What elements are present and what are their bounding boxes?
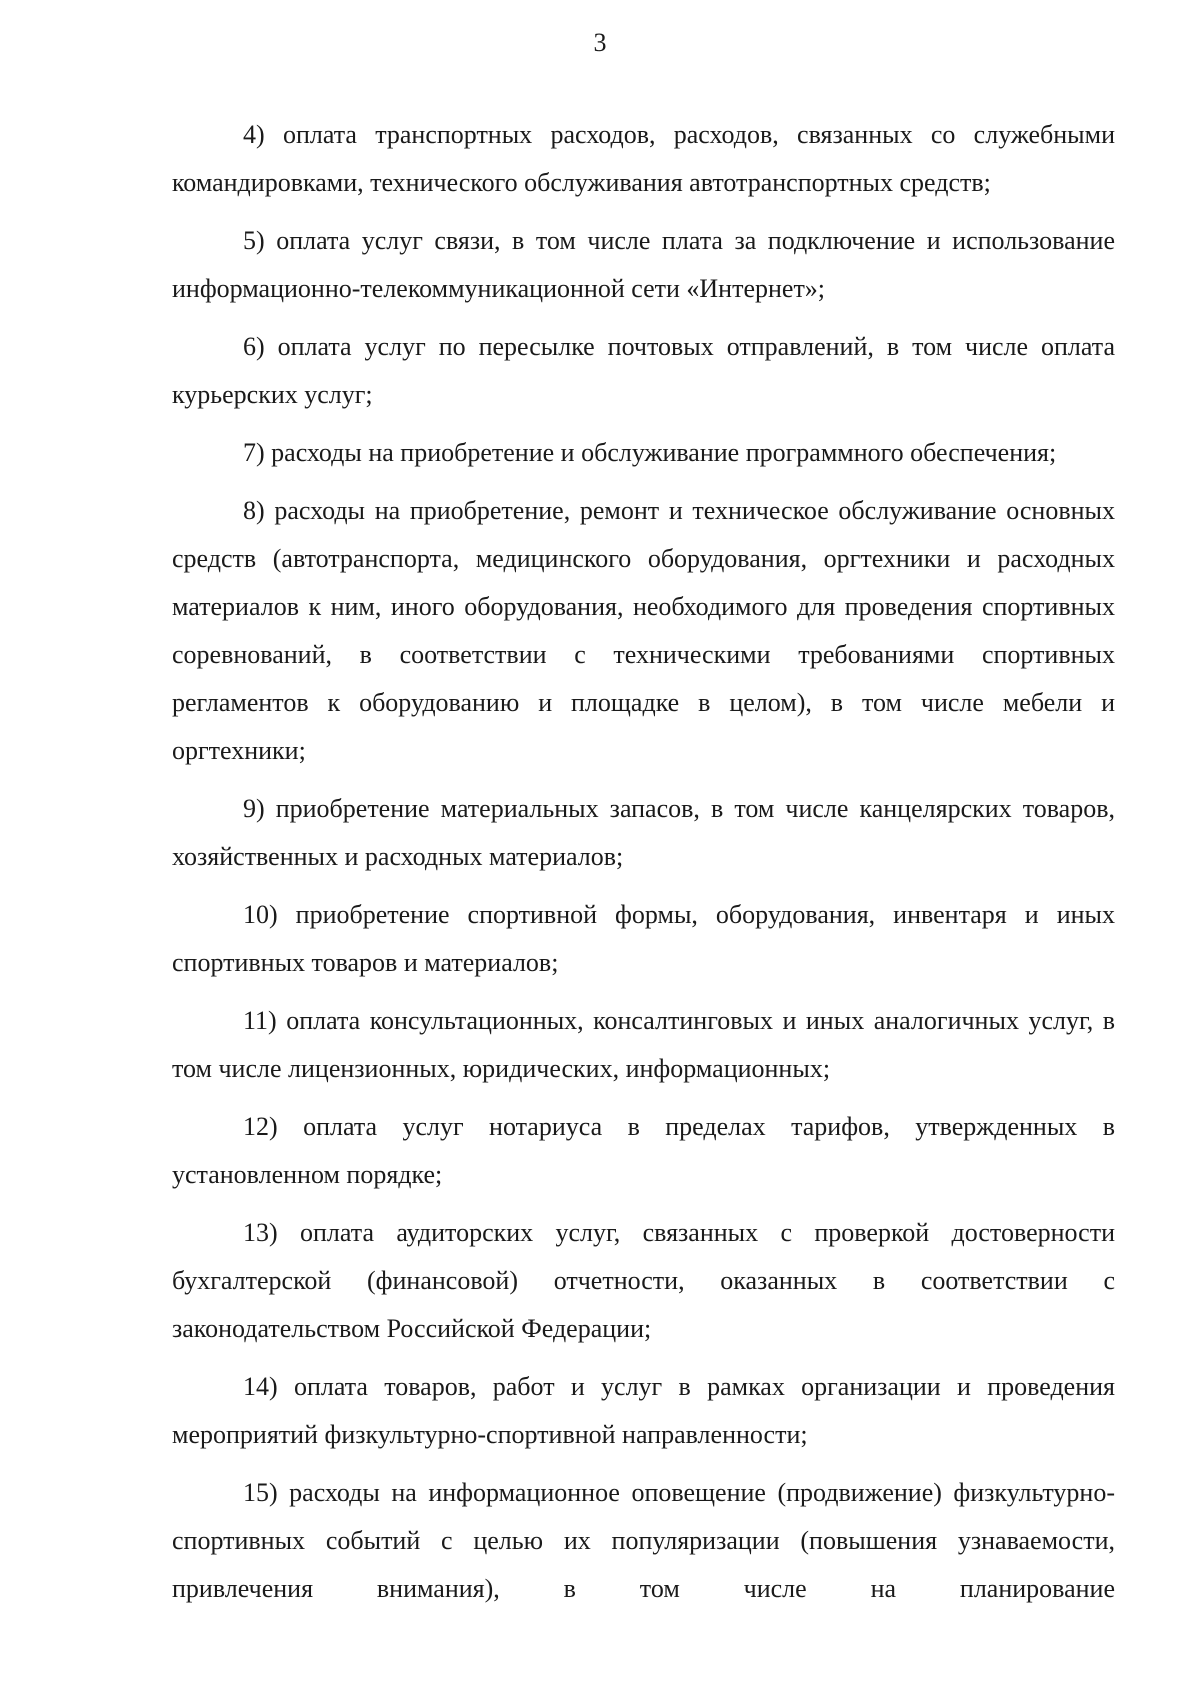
list-item-4: 4) оплата транспортных расходов, расходов, связанных со служебными командировками, технического обслуживания автотранспортных средств; — [172, 120, 1115, 197]
list-item-10: 10) приобретение спортивной формы, оборудования, инвентаря и иных спортивных товаров и материалов; — [172, 900, 1115, 977]
list-item-5: 5) оплата услуг связи, в том числе плата за подключение и использование информационно-телекоммуникационной сети «Интернет»; — [172, 226, 1115, 303]
document-body — [172, 111, 1115, 1623]
list-item-15: 15) расходы на информационное оповещение (продвижение) физкультурно-спортивных событий с целью их популяризации (повышения узнаваемости, привлечения внимания), в том числе на планирование — [172, 1478, 1115, 1603]
list-item-9: 9) приобретение материальных запасов, в том числе канцелярских товаров, хозяйственных и расходных материалов; — [172, 794, 1115, 871]
list-item-7: 7) расходы на приобретение и обслуживание программного обеспечения; — [243, 438, 1057, 467]
list-item-6: 6) оплата услуг по пересылке почтовых отправлений, в том числе оплата курьерских услуг; — [172, 332, 1115, 409]
list-item-8: 8) расходы на приобретение, ремонт и техническое обслуживание основных средств (автотранспорта, медицинского оборудования, оргтехники и расходных материалов к ним, иного оборудования, необходимого для проведения спортивных соревнований, в соответствии с техническими требованиями спортивных регламентов к оборудованию и площадке в целом), в том числе мебели и оргтехники; — [172, 496, 1115, 765]
list-item-14: 14) оплата товаров, работ и услуг в рамках организации и проведения мероприятий физкультурно-спортивной направленности; — [172, 1372, 1115, 1449]
list-item-11: 11) оплата консультационных, консалтинговых и иных аналогичных услуг, в том числе лицензионных, юридических, информационных; — [172, 1006, 1115, 1083]
list-item-12: 12) оплата услуг нотариуса в пределах тарифов, утвержденных в установленном порядке; — [172, 1112, 1115, 1189]
list-item-13: 13) оплата аудиторских услуг, связанных с проверкой достоверности бухгалтерской (финансовой) отчетности, оказанных в соответствии с законодательством Российской Федерации; — [172, 1218, 1115, 1343]
page-number: 3 — [593, 28, 607, 57]
